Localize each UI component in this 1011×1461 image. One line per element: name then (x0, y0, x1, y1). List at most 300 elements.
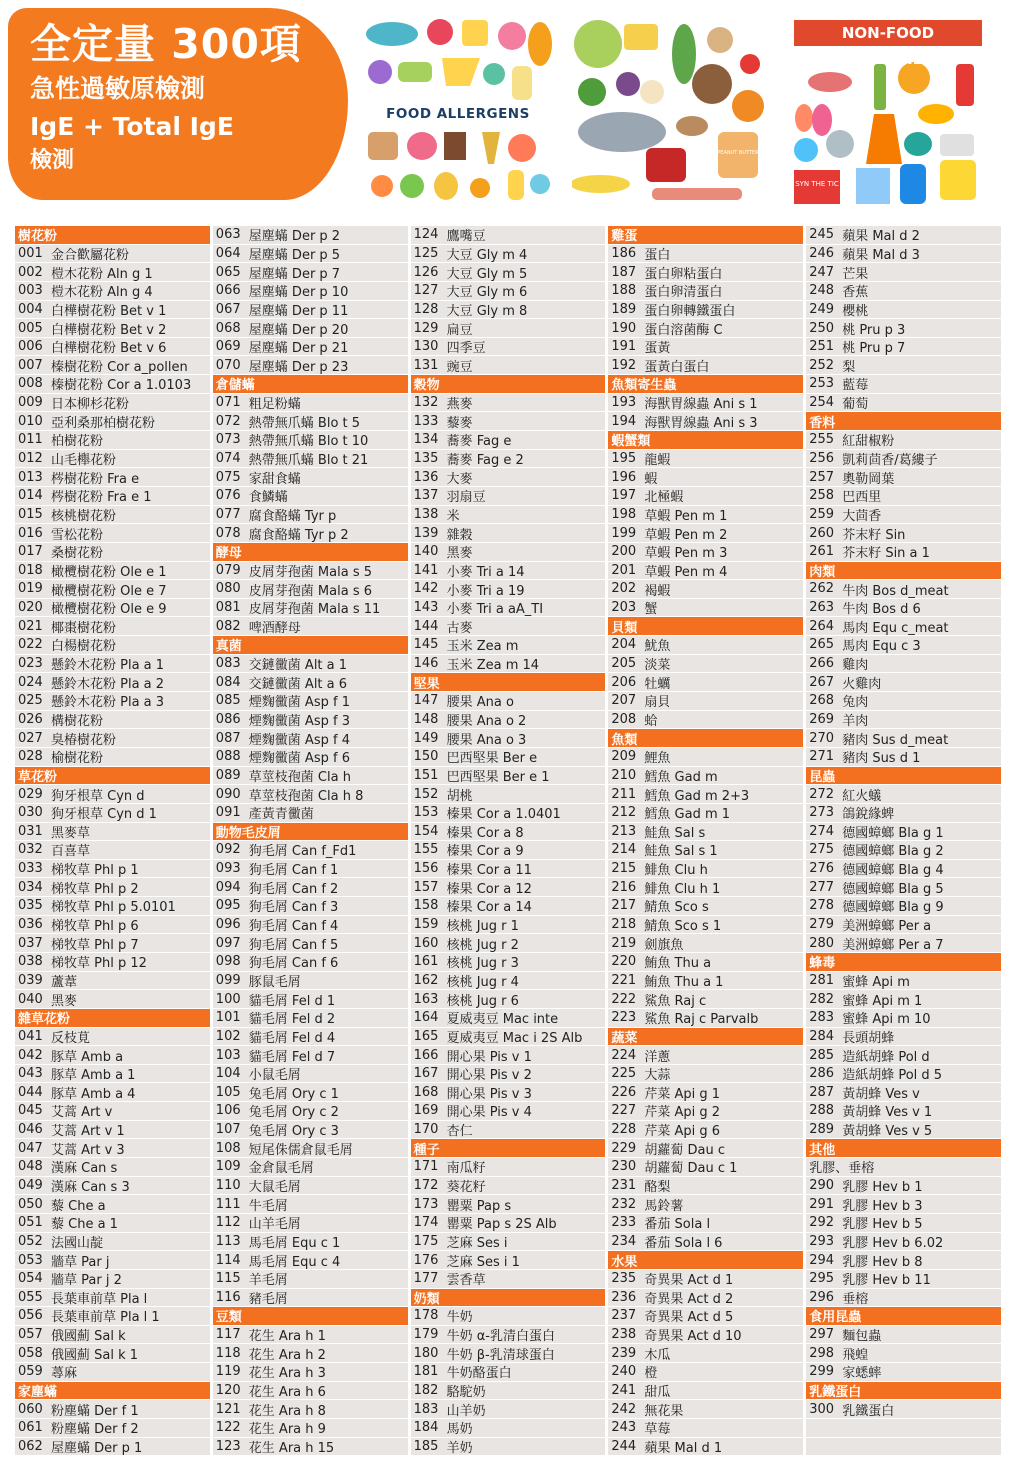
allergen-row (411, 785, 609, 804)
table-column (608, 226, 806, 1456)
allergen-code: 175 (413, 1233, 439, 1249)
allergen-code: 022 (18, 637, 43, 653)
allergen-row (608, 748, 806, 767)
allergen-row (15, 1214, 213, 1233)
allergen-name: 玉米 Zea m (446, 639, 519, 655)
allergen-name: 蜜蜂 Api m 1 (842, 993, 923, 1009)
header (0, 0, 1011, 222)
mushroom-icon (470, 178, 490, 198)
allergen-name: 黃胡蜂 Ves v 5 (842, 1124, 933, 1140)
allergen-code: 001 (18, 245, 43, 261)
allergen-row (411, 487, 609, 506)
allergen-code: 122 (215, 1420, 241, 1436)
allergen-name: 芹菜 Api g 2 (644, 1105, 721, 1121)
allergen-row (15, 319, 213, 338)
allergen-name: 洋蔥 (644, 1049, 671, 1065)
allergen-code: 145 (413, 637, 439, 653)
allergen-name: 日本柳杉花粉 (51, 397, 130, 413)
allergen-row (213, 562, 411, 581)
allergen-code: 071 (215, 395, 241, 411)
allergen-code: 229 (611, 1140, 637, 1156)
allergen-code: 085 (215, 693, 241, 709)
allergen-row (213, 972, 411, 991)
allergen-code: 271 (809, 749, 835, 765)
allergen-row (806, 1009, 1004, 1028)
allergen-code: 025 (18, 693, 43, 709)
allergen-code: 174 (413, 1215, 439, 1231)
allergen-code: 095 (215, 898, 241, 914)
allergen-row (806, 823, 1004, 842)
allergen-code: 133 (413, 413, 439, 429)
allergen-name: 柏樹花粉 (51, 434, 104, 450)
allergen-row (806, 916, 1004, 935)
allergen-name: 四季豆 (446, 341, 486, 357)
allergen-row (213, 1195, 411, 1214)
allergen-code: 153 (413, 805, 439, 821)
allergen-row (608, 1102, 806, 1121)
category-header: 樹花粉 (15, 226, 213, 245)
allergen-name: 駱駝奶 (446, 1385, 486, 1401)
allergen-row (213, 1326, 411, 1345)
allergen-code: 100 (215, 991, 241, 1007)
allergen-name: 紅甜椒粉 (842, 434, 895, 450)
allergen-row (608, 412, 806, 431)
allergen-code: 157 (413, 879, 439, 895)
allergen-row (411, 1046, 609, 1065)
allergen-code: 239 (611, 1345, 637, 1361)
allergen-name: 無花果 (644, 1403, 684, 1419)
allergen-code: 213 (611, 823, 637, 839)
allergen-code: 030 (18, 805, 43, 821)
allergen-code: 205 (611, 656, 637, 672)
allergen-name: 鮭魚 Sal s (644, 825, 706, 841)
cheese-icon (462, 20, 488, 46)
allergen-code: 257 (809, 469, 835, 485)
allergen-name: 梯牧草 Phl p 7 (51, 937, 139, 953)
allergen-row (213, 1046, 411, 1065)
allergen-code: 002 (18, 264, 43, 280)
allergen-name: 懸鈴木花粉 Pla a 1 (51, 658, 165, 674)
allergen-code: 056 (18, 1308, 43, 1324)
allergen-code: 268 (809, 693, 835, 709)
allergen-row (806, 506, 1004, 525)
allergen-name: 狗毛屑 Can f 5 (248, 937, 339, 953)
allergen-row (15, 1438, 213, 1457)
allergen-code: 219 (611, 935, 637, 951)
allergen-code: 288 (809, 1103, 835, 1119)
allergen-code: 042 (18, 1047, 43, 1063)
allergen-row (608, 319, 806, 338)
germ-icon (794, 138, 818, 162)
allergen-code: 300 (809, 1401, 835, 1417)
spray-bottle-icon (900, 164, 926, 204)
plum-icon (368, 60, 392, 84)
allergen-name: 藜 Che a 1 (51, 1217, 118, 1233)
allergen-row (213, 487, 411, 506)
allergen-name: 榛果 Cor a 8 (446, 825, 524, 841)
allergen-code: 211 (611, 786, 637, 802)
allergen-row (15, 450, 213, 469)
dust-cloud-icon (826, 130, 854, 158)
allergen-row (806, 524, 1004, 543)
allergen-name: 腐食酪蟎 Tyr p 2 (248, 527, 349, 543)
category-header: 酵母 (213, 543, 411, 562)
category-header: 乳鐵蛋白 (806, 1382, 1004, 1401)
allergen-name: 奧勒岡葉 (842, 471, 895, 487)
allergen-row (806, 1344, 1004, 1363)
allergen-name: 馬肉 Equ c 3 (842, 639, 921, 655)
allergen-name: 屋塵蟎 Der p 11 (248, 303, 349, 319)
allergen-code: 024 (18, 674, 43, 690)
allergen-row (15, 1065, 213, 1084)
allergen-row (15, 823, 213, 842)
table-column (15, 226, 213, 1456)
allergen-row (15, 1251, 213, 1270)
allergen-code: 248 (809, 283, 835, 299)
allergen-code: 281 (809, 972, 835, 988)
allergen-code: 067 (215, 301, 241, 317)
allergen-name: 貓毛屑 Fel d 2 (248, 1012, 336, 1028)
allergen-row (15, 468, 213, 487)
allergen-row (213, 767, 411, 786)
allergen-row (213, 412, 411, 431)
strawberry-icon (427, 19, 453, 45)
allergen-code: 294 (809, 1252, 835, 1268)
allergen-row (411, 897, 609, 916)
allergen-name: 大豆 Gly m 5 (446, 266, 528, 282)
allergen-code: 017 (18, 544, 43, 560)
allergen-code: 146 (413, 656, 439, 672)
allergen-code: 081 (215, 600, 241, 616)
allergen-row (411, 617, 609, 636)
allergen-row (608, 1065, 806, 1084)
allergen-code: 121 (215, 1401, 241, 1417)
allergen-name: 狗毛屑 Can f 3 (248, 900, 339, 916)
category-header: 倉儲蟎 (213, 375, 411, 394)
allergen-row (411, 972, 609, 991)
allergen-name: 羊肉 (842, 713, 869, 729)
allergen-row (608, 1177, 806, 1196)
allergen-code: 178 (413, 1308, 439, 1324)
allergen-name: 榛樹花粉 Cor a 1.0103 (51, 378, 192, 394)
allergen-name: 巴西堅果 Ber e 1 (446, 769, 550, 785)
allergen-code: 273 (809, 805, 835, 821)
allergen-name: 核桃 Jug r 2 (446, 937, 519, 953)
allergen-name: 蘋果 Mal d 2 (842, 229, 920, 245)
allergen-row (411, 953, 609, 972)
allergen-row (213, 655, 411, 674)
allergen-row (806, 785, 1004, 804)
allergen-code: 228 (611, 1122, 637, 1138)
allergen-row (608, 711, 806, 730)
bee-icon (918, 104, 954, 124)
corn-icon (508, 170, 524, 200)
allergen-name: 蛋白卵清蛋白 (644, 285, 723, 301)
allergen-row (15, 692, 213, 711)
grape-icon (400, 174, 424, 198)
allergen-code: 144 (413, 618, 439, 634)
allergen-row (15, 506, 213, 525)
allergen-row (15, 580, 213, 599)
allergen-code: 233 (611, 1215, 637, 1231)
allergen-row (608, 878, 806, 897)
allergen-name: 屋塵蟎 Der p 23 (248, 359, 349, 375)
category-header: 水果 (608, 1251, 806, 1270)
allergen-name: 羽扇豆 (446, 490, 486, 506)
allergen-code: 132 (413, 395, 439, 411)
allergen-row (608, 1270, 806, 1289)
allergen-name: 粉塵蟎 Der f 1 (51, 1403, 139, 1419)
allergen-name: 馬鈴薯 (644, 1198, 684, 1214)
allergen-code: 023 (18, 656, 43, 672)
allergen-row (213, 263, 411, 282)
allergen-code: 018 (18, 562, 43, 578)
allergen-name: 海獸胃線蟲 Ani s 3 (644, 415, 758, 431)
allergen-code: 279 (809, 917, 835, 933)
allergen-code: 207 (611, 693, 637, 709)
allergen-row (213, 245, 411, 264)
allergen-row (411, 841, 609, 860)
allergen-code: 104 (215, 1066, 241, 1082)
allergen-name: 花生 Ara h 3 (248, 1366, 326, 1382)
allergen-name: 淡菜 (644, 658, 671, 674)
allergen-name: 貓毛屑 Fel d 4 (248, 1030, 336, 1046)
non-food-allergies-label: NON-FOOD ALLERGIES (794, 20, 982, 46)
allergen-code: 045 (18, 1103, 43, 1119)
allergen-row (806, 1102, 1004, 1121)
allergen-row (411, 1307, 609, 1326)
allergen-row (806, 356, 1004, 375)
allergen-code: 070 (215, 357, 241, 373)
allergen-name: 垂榕 (842, 1291, 869, 1307)
allergen-name: 大麥 (446, 471, 473, 487)
allergen-code: 052 (18, 1233, 43, 1249)
allergen-code: 026 (18, 711, 43, 727)
allergen-name: 屋塵蟎 Der p 20 (248, 322, 349, 338)
dragonfly-icon (808, 72, 852, 92)
table-column (806, 226, 1004, 1456)
allergen-code: 029 (18, 786, 43, 802)
allergen-row (806, 804, 1004, 823)
allergen-row (213, 580, 411, 599)
allergen-row (15, 655, 213, 674)
allergen-row (608, 990, 806, 1009)
allergen-row (15, 1083, 213, 1102)
allergen-code: 191 (611, 339, 637, 355)
allergen-name: 啤酒酵母 (248, 620, 301, 636)
allergen-code: 256 (809, 451, 835, 466)
allergen-row (411, 636, 609, 655)
allergen-name: 粗足粉蟎 (248, 397, 301, 413)
allergen-code: 275 (809, 842, 835, 858)
onion-icon (616, 72, 640, 96)
allergen-row (411, 1083, 609, 1102)
allergen-row (608, 972, 806, 991)
allergen-row (213, 692, 411, 711)
food-allergens-label: FOOD ALLERGENS (386, 106, 530, 122)
allergen-name: 反枝莧 (51, 1030, 91, 1046)
allergen-row (411, 245, 609, 264)
allergen-code: 009 (18, 395, 43, 411)
allergen-code: 128 (413, 301, 439, 317)
allergen-code: 008 (18, 376, 43, 392)
allergen-row (213, 860, 411, 879)
allergen-name: 豬毛屑 (248, 1291, 288, 1307)
mite-icon (904, 132, 932, 156)
allergen-name: 梯牧草 Phl p 2 (51, 881, 139, 897)
allergen-name: 造紙胡蜂 Pol d 5 (842, 1068, 943, 1084)
allergen-code: 168 (413, 1084, 439, 1100)
allergen-name: 狗牙根草 Cyn d (51, 788, 145, 804)
allergen-row (213, 1270, 411, 1289)
allergen-name: 煙麴黴菌 Asp f 6 (248, 751, 350, 767)
category-header: 肉類 (806, 562, 1004, 581)
category-header: 真菌 (213, 636, 411, 655)
allergen-row (411, 1121, 609, 1140)
allergen-name: 粉塵蟎 Der f 2 (51, 1422, 139, 1438)
allergen-row (213, 1065, 411, 1084)
allergen-code: 097 (215, 935, 241, 951)
allergen-name: 小麥 Tri a aA_TI (446, 602, 544, 618)
allergen-code: 012 (18, 451, 43, 466)
allergen-name: 草莓 (644, 1422, 671, 1438)
strawberry-icon (740, 54, 760, 74)
allergen-code: 107 (215, 1122, 241, 1138)
allergen-name: 白樺樹花粉 Bet v 6 (51, 341, 167, 357)
allergen-row (608, 804, 806, 823)
allergen-code: 181 (413, 1364, 439, 1380)
allergen-name: 胡桃 (446, 788, 473, 804)
allergen-name: 酪梨 (644, 1180, 671, 1195)
allergen-code: 064 (215, 245, 241, 261)
allergen-row (411, 1438, 609, 1457)
allergen-name: 榛果 Cor a 14 (446, 900, 532, 916)
allergen-name: 食鱗蟎 (248, 490, 288, 506)
allergen-name: 屋塵蟎 Der p 5 (248, 247, 341, 263)
allergen-name: 桃 Pru p 7 (842, 341, 906, 357)
allergen-code: 047 (18, 1140, 43, 1156)
allergen-code: 291 (809, 1196, 835, 1212)
allergen-row (15, 617, 213, 636)
allergen-name: 開心果 Pis v 1 (446, 1049, 532, 1065)
allergen-code: 063 (215, 227, 241, 243)
allergen-row (15, 1158, 213, 1177)
allergen-name: 凱莉茴香/葛縷子 (842, 453, 938, 469)
allergen-row (213, 1400, 411, 1419)
allergen-name: 番茄 Sola l 6 (644, 1235, 723, 1251)
allergen-row (411, 1233, 609, 1252)
allergen-row (213, 394, 411, 413)
allergen-name: 飛蝗 (842, 1347, 869, 1363)
allergen-name: 雲香草 (446, 1273, 486, 1289)
allergen-row (806, 711, 1004, 730)
allergen-row (213, 729, 411, 748)
allergen-name: 藜麥 (446, 415, 473, 431)
allergen-code: 086 (215, 711, 241, 727)
allergen-name: 黑麥 (51, 993, 78, 1009)
allergen-name: 蘆葦 (51, 974, 78, 990)
allergen-code: 206 (611, 674, 637, 690)
allergen-code: 180 (413, 1345, 439, 1361)
peanuts-icon (707, 27, 733, 53)
allergen-name: 豚草 Amb a (51, 1049, 124, 1065)
allergen-row (15, 1344, 213, 1363)
allergen-name: 草莖枝孢菌 Cla h 8 (248, 788, 364, 804)
allergen-code: 250 (809, 320, 835, 336)
allergen-row (608, 934, 806, 953)
allergen-name: 牛奶 α-乳清白蛋白 (446, 1329, 555, 1345)
allergen-row (806, 375, 1004, 394)
allergen-code: 055 (18, 1289, 43, 1305)
allergen-name: 熱帶無爪蟎 Blo t 21 (248, 453, 369, 469)
allergen-name: 罌粟 Pap s 2S Alb (446, 1217, 557, 1233)
allergen-code: 090 (215, 786, 241, 802)
allergen-row (15, 636, 213, 655)
allergen-row (608, 692, 806, 711)
allergen-row (15, 953, 213, 972)
allergen-row (411, 860, 609, 879)
peach-icon (407, 132, 437, 160)
page-subtitle-test: 檢測 (30, 148, 75, 173)
allergen-name: 乳膠 Hev b 6.02 (842, 1235, 944, 1251)
allergen-name: 罌粟 Pap s (446, 1198, 512, 1214)
allergen-row (213, 1363, 411, 1382)
bacon-icon (652, 188, 742, 200)
allergen-name: 梯牧草 Phl p 1 (51, 863, 139, 879)
allergen-name: 牆草 Par j (51, 1254, 110, 1270)
allergen-name: 桑樹花粉 (51, 546, 104, 562)
allergen-code: 112 (215, 1215, 241, 1231)
allergen-code: 274 (809, 823, 835, 839)
allergen-name: 開心果 Pis v 3 (446, 1086, 532, 1102)
allergen-code: 253 (809, 376, 835, 392)
allergen-name: 奇異果 Act d 2 (644, 1291, 734, 1307)
allergen-code: 156 (413, 861, 439, 877)
allergen-code: 218 (611, 917, 637, 933)
allergen-name: 鯖魚 Sco s (644, 900, 709, 916)
allergen-row (15, 524, 213, 543)
allergen-row (15, 338, 213, 357)
allergen-row (806, 748, 1004, 767)
allergen-row (15, 1177, 213, 1196)
allergen-name: 胡蘿蔔 Dau c 1 (644, 1161, 738, 1177)
allergen-code: 072 (215, 413, 241, 429)
allergen-code: 011 (18, 432, 43, 448)
allergen-code: 021 (18, 618, 43, 634)
allergen-name: 米 (446, 508, 460, 524)
allergen-name: 番茄 Sola l (644, 1217, 711, 1233)
allergen-name: 核桃 Jug r 6 (446, 993, 519, 1009)
allergen-code: 179 (413, 1327, 439, 1343)
detergent-box-icon (856, 168, 890, 204)
allergen-name: 亞利桑那柏樹花粉 (51, 415, 156, 431)
allergen-code: 208 (611, 711, 637, 727)
allergen-row (213, 711, 411, 730)
allergen-row (411, 1177, 609, 1196)
allergen-row (806, 673, 1004, 692)
allergen-name: 狗毛屑 Can f 1 (248, 863, 339, 879)
allergen-name: 煙麴黴菌 Asp f 3 (248, 713, 350, 729)
allergen-row (411, 1065, 609, 1084)
allergen-code: 203 (611, 600, 637, 616)
allergen-name: 狗毛屑 Can f_Fd1 (248, 844, 357, 860)
allergen-name: 草蝦 Pen m 4 (644, 564, 728, 580)
allergen-name: 核桃 Jug r 3 (446, 956, 519, 972)
allergen-code: 101 (215, 1010, 241, 1026)
allergen-name: 交鏈黴菌 Alt a 1 (248, 658, 348, 674)
allergen-name: 桃 Pru p 3 (842, 322, 906, 338)
allergen-code: 286 (809, 1066, 835, 1082)
